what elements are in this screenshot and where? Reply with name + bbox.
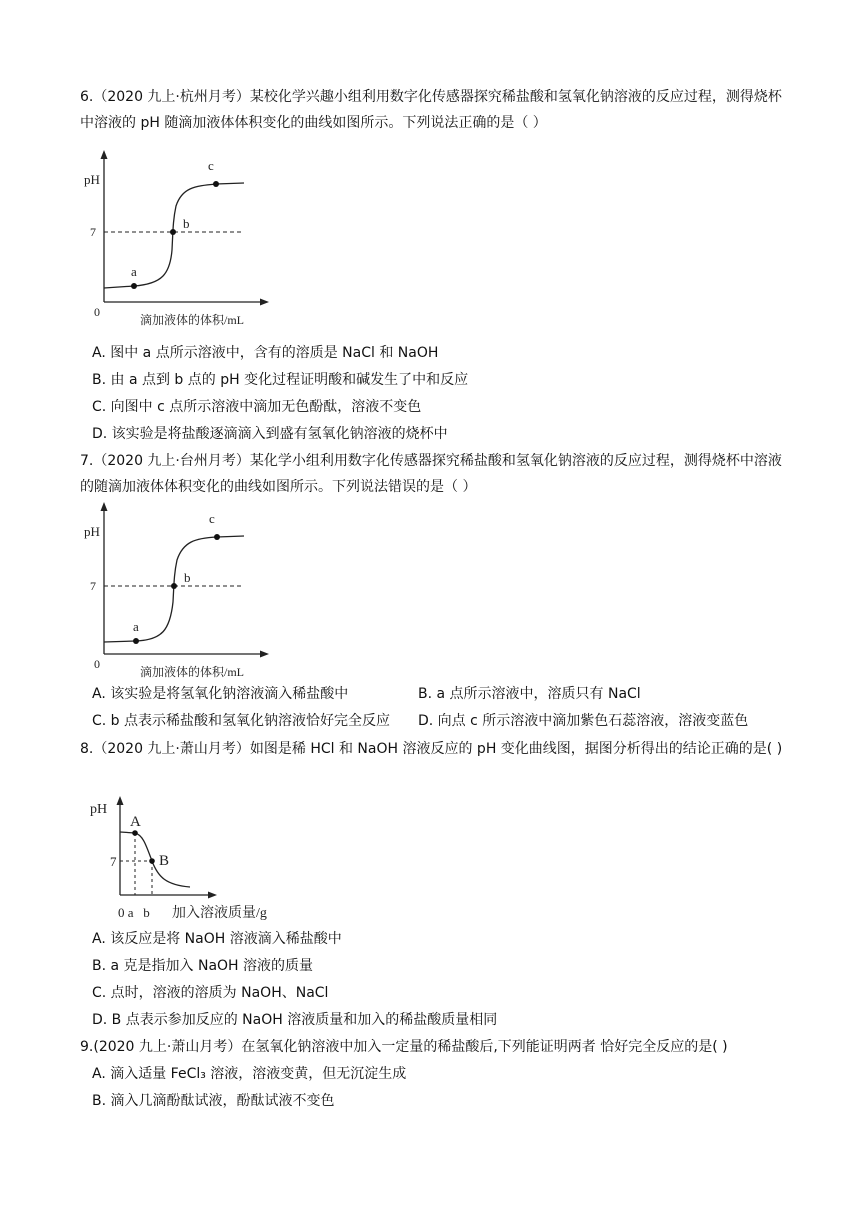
y-axis-arrow xyxy=(101,502,108,511)
point-c xyxy=(213,181,219,187)
y-axis-label: pH xyxy=(90,802,108,817)
point-c xyxy=(214,534,220,540)
q7-option-a: A. 该实验是将氢氧化钠溶液滴入稀盐酸中 xyxy=(92,686,349,702)
y-tick-7: 7 xyxy=(90,225,96,239)
point-a-label: a xyxy=(133,619,139,634)
q7-option-c: C. b 点表示稀盐酸和氢氧化钠溶液恰好完全反应 xyxy=(92,713,391,729)
question-8-graph xyxy=(88,795,288,927)
q7-option-d: D. 向点 c 所示溶液中滴加紫色石蕊溶液，溶液变蓝色 xyxy=(418,713,749,729)
point-a-label: a xyxy=(131,264,137,279)
point-A xyxy=(132,830,138,836)
x-axis-arrow xyxy=(260,299,269,306)
q6-option-a: A. 图中 a 点所示溶液中，含有的溶质是 NaCl 和 NaOH xyxy=(92,345,439,361)
q9-option-b: B. 滴入几滴酚酞试液，酚酞试液不变色 xyxy=(92,1093,335,1109)
q8-option-d: D. B 点表示参加反应的 NaOH 溶液质量和加入的稀盐酸质量相同 xyxy=(92,1012,498,1028)
point-A-label: A xyxy=(130,814,141,830)
q6-option-b: B. 由 a 点到 b 点的 pH 变化过程证明酸和碱发生了中和反应 xyxy=(92,372,469,388)
question-7-stem: 7.（2020 九上·台州月考）某化学小组利用数字化传感器探究稀盐酸和氢氧化钠溶液的反应过程，测得烧杯中溶液的随滴加液体体积变化的曲线如图所示。下列说法错误的是（ ） xyxy=(80,453,782,495)
point-B-label: B xyxy=(159,853,170,869)
ph-curve xyxy=(120,832,190,887)
question-6-graph xyxy=(82,150,272,330)
q7-option-b: B. a 点所示溶液中，溶质只有 NaCl xyxy=(418,686,641,702)
point-b-label: b xyxy=(183,216,190,231)
x-axis-arrow xyxy=(260,651,269,658)
y-axis-label: pH xyxy=(84,172,100,187)
ph-curve xyxy=(104,183,244,288)
point-b xyxy=(171,583,177,589)
q6-option-d: D. 该实验是将盐酸逐滴滴入到盛有氢氧化钠溶液的烧杯中 xyxy=(92,426,448,442)
point-B xyxy=(149,858,155,864)
origin-label: 0 xyxy=(94,305,100,319)
point-b-label: b xyxy=(184,570,191,585)
q6-option-c: C. 向图中 c 点所示溶液中滴加无色酚酞，溶液不变色 xyxy=(92,399,422,415)
x-tick-labels: 0 a b xyxy=(118,905,150,920)
question-7-graph xyxy=(82,502,272,682)
x-axis-label: 滴加液体的体积/mL xyxy=(140,665,244,679)
y-axis-arrow xyxy=(101,150,108,159)
y-tick-7: 7 xyxy=(110,854,117,869)
point-a xyxy=(133,638,139,644)
question-9-stem: 9.(2020 九上·萧山月考）在氢氧化钠溶液中加入一定量的稀盐酸后,下列能证明两者 恰好完全反应的是( ) xyxy=(80,1039,728,1055)
x-axis-arrow xyxy=(208,892,217,899)
x-axis-label: 加入溶液质量/g xyxy=(172,906,267,921)
y-axis-label: pH xyxy=(84,524,100,539)
question-8-stem: 8.（2020 九上·萧山月考）如图是稀 HCl 和 NaOH 溶液反应的 pH 变化曲线图，据图分析得出的结论正确的是( ) xyxy=(80,741,783,757)
q8-option-a: A. 该反应是将 NaOH 溶液滴入稀盐酸中 xyxy=(92,931,342,947)
origin-label: 0 xyxy=(94,657,100,671)
q9-option-a: A. 滴入适量 FeCl₃ 溶液，溶液变黄，但无沉淀生成 xyxy=(92,1066,407,1082)
question-6-stem: 6.（2020 九上·杭州月考）某校化学兴趣小组利用数字化传感器探究稀盐酸和氢氧化钠溶液的反应过程，测得烧杯中溶液的 pH 随滴加液体体积变化的曲线如图所示。下列说法正确的是（ ） xyxy=(80,89,782,131)
point-b xyxy=(170,229,176,235)
q8-option-b: B. a 克是指加入 NaOH 溶液的质量 xyxy=(92,958,314,974)
point-a xyxy=(131,283,137,289)
x-axis-label: 滴加液体的体积/mL xyxy=(140,313,244,327)
q8-option-c: C. 点时，溶液的溶质为 NaOH、NaCl xyxy=(92,985,329,1001)
point-c-label: c xyxy=(209,511,215,526)
y-tick-7: 7 xyxy=(90,579,96,593)
point-c-label: c xyxy=(208,158,214,173)
y-axis-arrow xyxy=(117,796,124,805)
